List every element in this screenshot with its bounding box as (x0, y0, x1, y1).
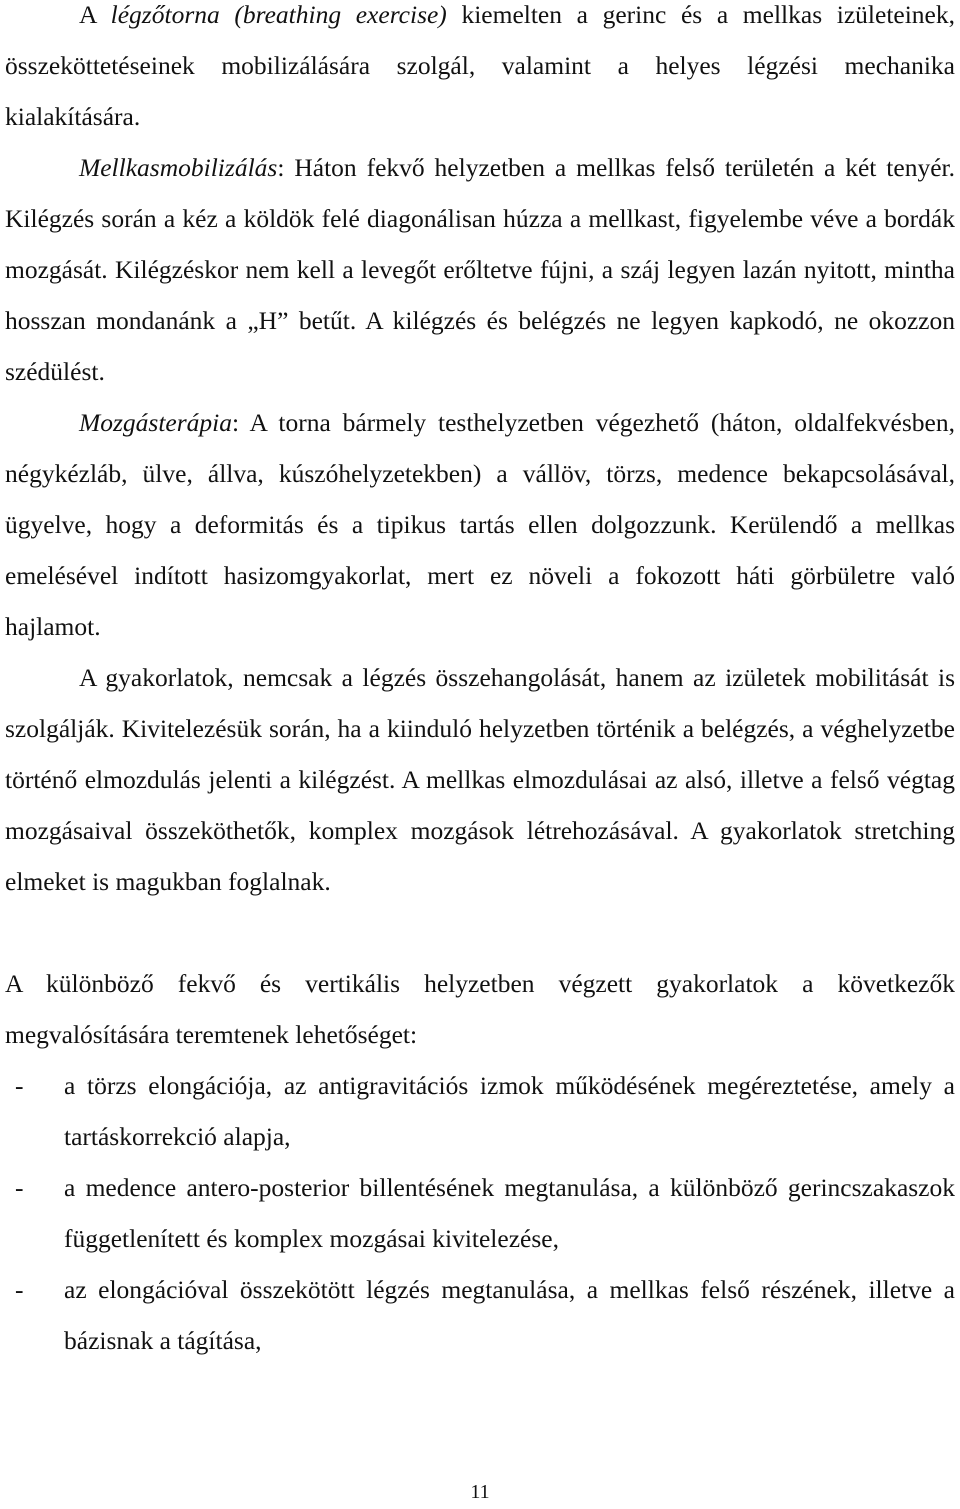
list-item-text: a törzs elongációja, az antigravitációs izmok működésének megéreztetése, amely a tartáskorrekció alapja, (64, 1071, 955, 1151)
list-item (5, 1060, 955, 1162)
paragraph-movement-therapy (5, 397, 955, 652)
paragraph-prefix: A (79, 0, 111, 29)
paragraph-chest-mobilization (5, 142, 955, 397)
paragraph-text: : Háton fekvő helyzetben a mellkas felső területén a két tenyér. Kilégzés során a kéz a köldök felé diagonálisan húzza a mellkast, figyelembe véve a bordák mozgását. Kilégzéskor nem kell a levegőt erőltetve fújni, a száj legyen lazán nyitott, mintha hosszan mondanánk a „H” betűt. A kilégzés és belégzés ne legyen kapkodó, ne okozzon szédülést. (5, 153, 955, 386)
list-item (5, 1264, 955, 1366)
list-item-text: az elongációval összekötött légzés megtanulása, a mellkas felső részének, illetve a bázisnak a tágítása, (64, 1275, 955, 1355)
document-page (5, 0, 955, 1366)
paragraph-exercises (5, 652, 955, 907)
list-item (5, 1162, 955, 1264)
list-intro: A különböző fekvő és vertikális helyzetben végzett gyakorlatok a következők megvalósítására teremtenek lehetőséget: (5, 969, 955, 1049)
list-item-text: a medence antero-posterior billentésének megtanulása, a különböző gerincszakaszok függetlenített és komplex mozgásai kivitelezése, (64, 1173, 955, 1253)
paragraph-spacer (5, 907, 955, 958)
list-dash-marker: - (15, 1071, 24, 1100)
paragraph-text: : A torna bármely testhelyzetben végezhető (háton, oldalfekvésben, négykézláb, ülve, állva, kúszóhelyzetekben) a vállöv, törzs, medence bekapcsolásával, ügyelve, hogy a deformitás és a tipikus tartás ellen dolgozzunk. Kerülendő a mellkas emelésével indított hasizomgyakorlat, mert ez növeli a fokozott háti görbületre való hajlamot. (5, 408, 955, 641)
page-number: 11 (470, 1481, 490, 1503)
paragraph-text: A gyakorlatok, nemcsak a légzés összehangolását, hanem az izületek mobilitását is szolgálják. Kivitelezésük során, ha a kiinduló helyzetben történik a belégzés, a véghelyzetbe történő elmozdulás jelenti a kilégzést. A mellkas elmozdulásai az alsó, illetve a felső végtag mozgásaival összeköthetők, komplex mozgások létrehozásával. A gyakorlatok stretching elmeket is magukban foglalnak. (5, 663, 955, 896)
paragraph-italic-lead: Mellkasmobilizálás (79, 153, 278, 182)
list-dash-marker: - (15, 1275, 24, 1304)
paragraph-italic-lead: légzőtorna (breathing exercise) (110, 0, 447, 29)
paragraph-text: kiemelten a gerinc és a mellkas izületeinek, összeköttetéseinek mobilizálására szolgál, valamint a helyes légzési mechanika kialakítására. (5, 0, 956, 131)
paragraph-breathing-exercise (5, 0, 955, 142)
exercise-goals-list (5, 1060, 955, 1366)
paragraph-italic-lead: Mozgásterápia (79, 408, 232, 437)
list-dash-marker: - (15, 1173, 24, 1202)
